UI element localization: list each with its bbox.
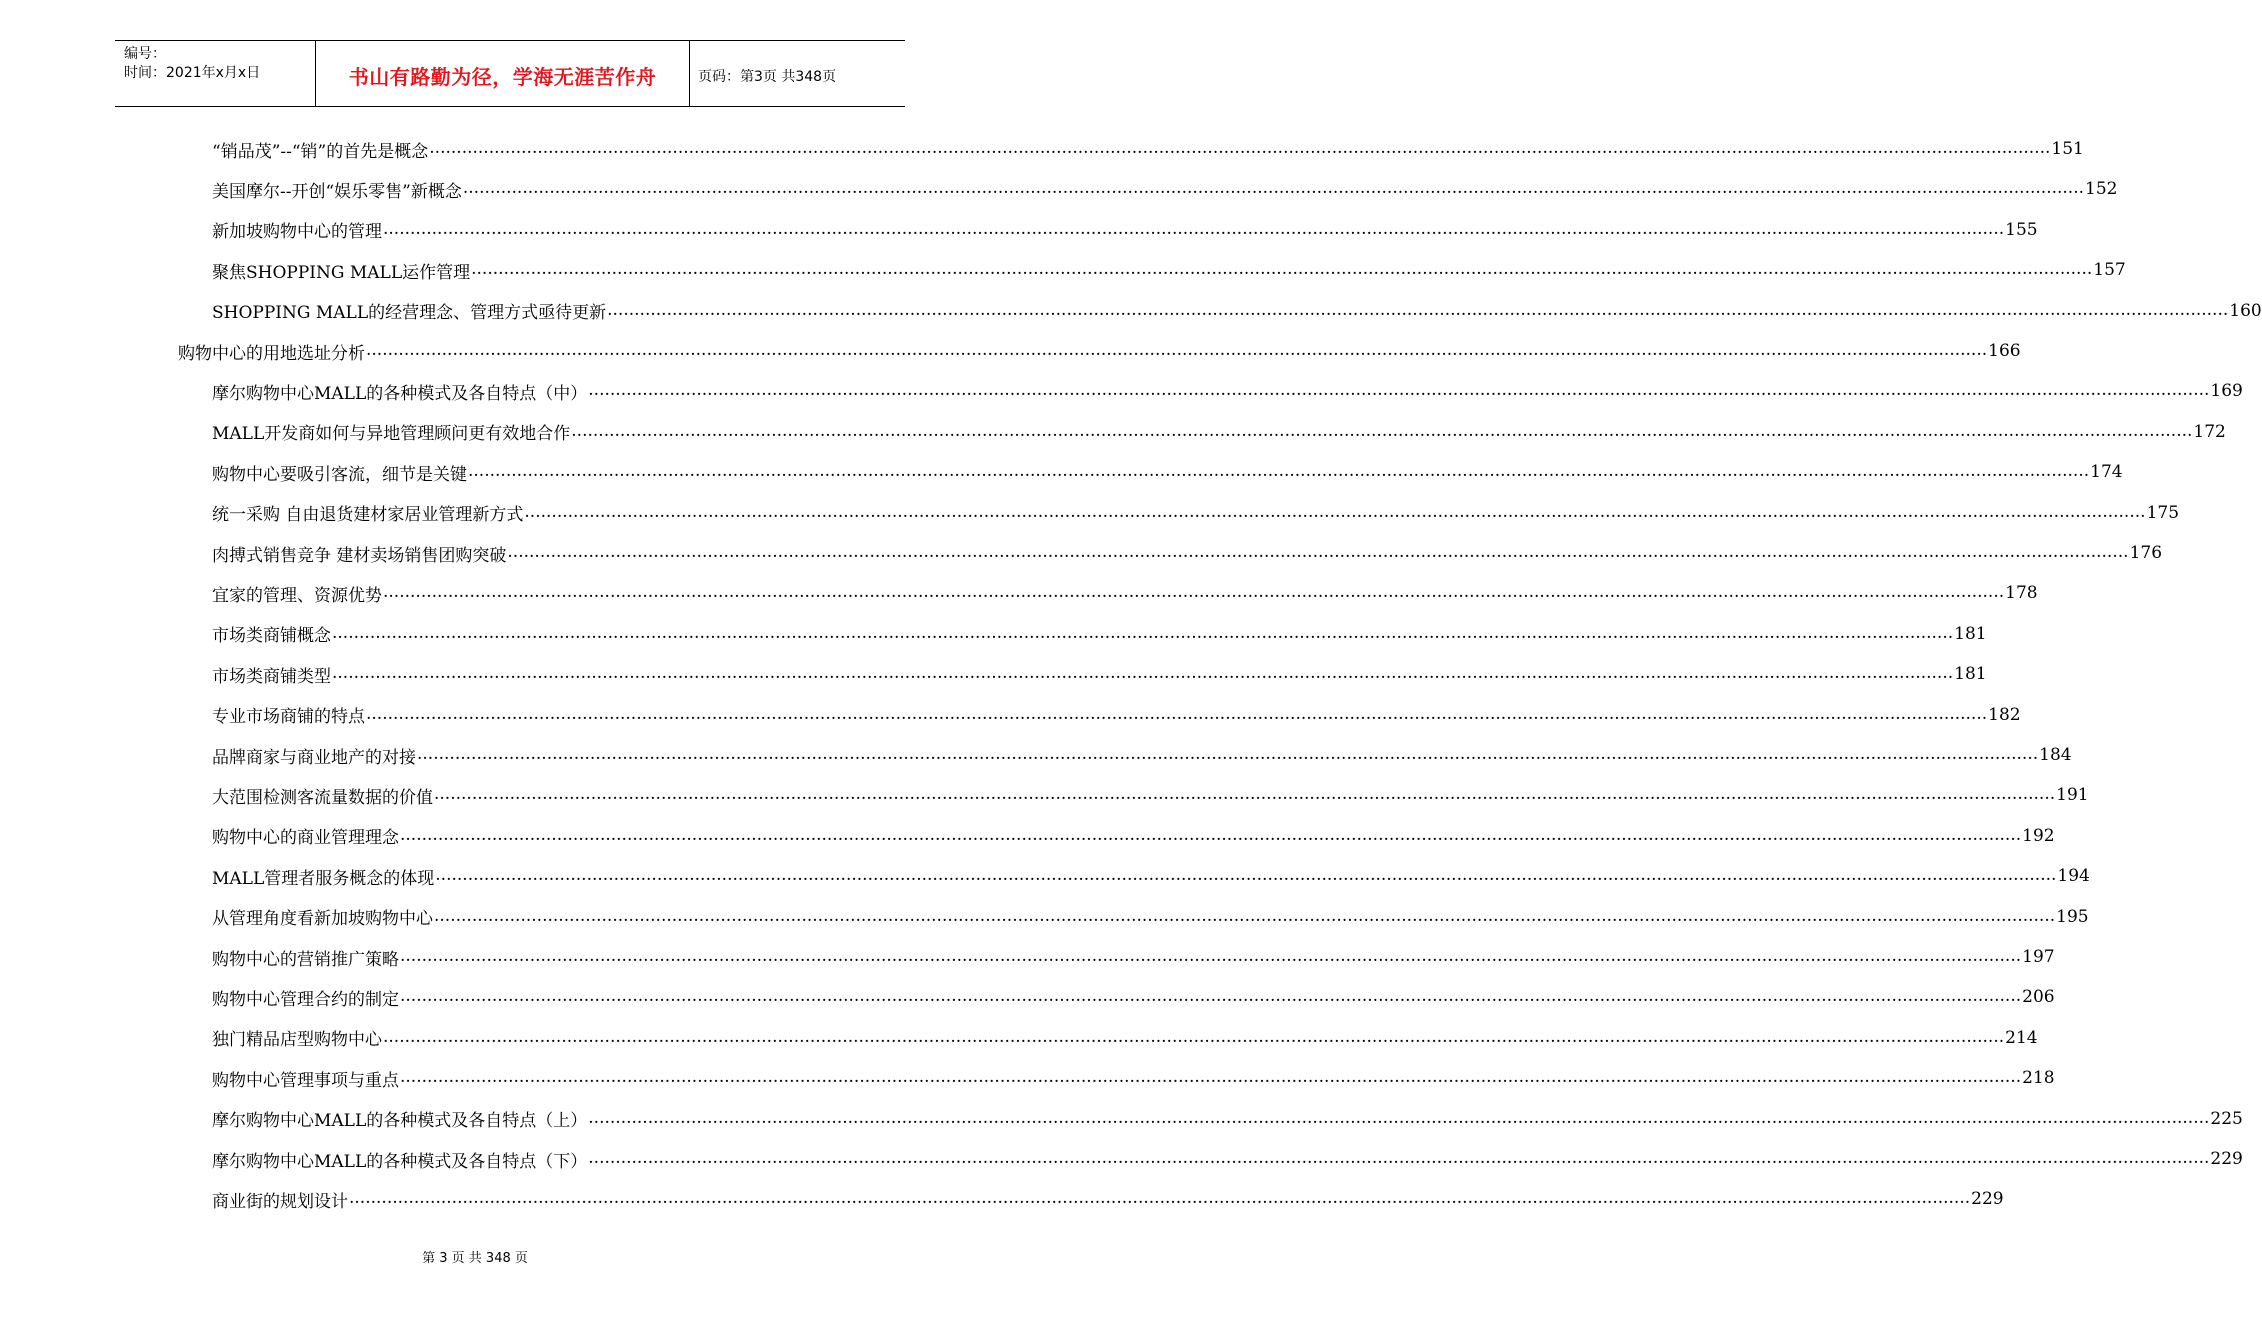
page-header [115, 40, 905, 107]
footer-page-number: 第 3 页 共 348 页 [422, 1251, 528, 1266]
toc-entry-title: 统一采购 自由退货建材家居业管理新方式 [212, 505, 524, 526]
toc-entry[interactable] [212, 937, 2055, 977]
toc-entry-page-number: 225 [2210, 1108, 2243, 1129]
toc-entry[interactable] [212, 129, 2084, 169]
header-page-info: 页码：第3页 共348页 [698, 68, 837, 85]
page-footer [0, 1247, 950, 1266]
toc-dot-leader: ............................................................................................................................................................................................................................................................................................................ [332, 622, 1954, 643]
toc-dot-leader: ............................................................................................................................................................................................................................................................................................................ [417, 744, 2039, 764]
toc-entry-page-number: 182 [1988, 704, 2021, 725]
toc-entry-title: 肉搏式销售竞争 建材卖场销售团购突破 [212, 545, 507, 566]
toc-entry[interactable] [212, 412, 2226, 452]
toc-dot-leader: ............................................................................................................................................................................................................................................................................................................ [588, 1107, 2210, 1128]
toc-entry[interactable] [212, 695, 2021, 735]
header-motto: 书山有路勤为径，学海无涯苦作舟 [348, 65, 657, 89]
toc-entry-title: 独门精品店型购物中心 [212, 1030, 382, 1051]
toc-entry[interactable] [212, 977, 2055, 1017]
toc-entry-page-number: 214 [2005, 1027, 2038, 1048]
toc-entry-page-number: 175 [2146, 502, 2180, 523]
toc-dot-leader: ............................................................................................................................................................................................................................................................................................................ [435, 865, 2057, 886]
toc-dot-leader: ............................................................................................................................................................................................................................................................................................................ [507, 542, 2129, 562]
toc-dot-leader: ............................................................................................................................................................................................................................................................................................................ [434, 905, 2056, 926]
toc-dot-leader: ............................................................................................................................................................................................................................................................................................................ [400, 946, 2022, 966]
toc-entry[interactable] [212, 210, 2038, 250]
toc-dot-leader: ............................................................................................................................................................................................................................................................................................................ [588, 1148, 2210, 1168]
toc-entry-title: 宜家的管理、资源优势 [212, 585, 382, 606]
toc-entry-title: 购物中心管理合约的制定 [212, 989, 399, 1010]
toc-entry-title: “销品茂”--“销”的首先是概念 [212, 141, 429, 162]
toc-entry-page-number: 176 [2129, 543, 2163, 563]
toc-entry-page-number: 181 [1954, 664, 1987, 685]
toc-entry[interactable] [212, 1018, 2038, 1058]
toc-dot-leader: ............................................................................................................................................................................................................................................................................................................ [524, 501, 2146, 522]
toc-entry[interactable] [212, 735, 2072, 775]
toc-entry[interactable] [212, 1058, 2055, 1098]
document-time-label: 时间：2021年x月x日 [124, 65, 261, 81]
toc-entry-page-number: 160 [2229, 300, 2262, 321]
toc-entry-title: 聚焦SHOPPING MALL运作管理 [212, 262, 471, 283]
toc-dot-leader: ............................................................................................................................................................................................................................................................................................................ [383, 582, 2005, 603]
toc-entry-page-number: 184 [2039, 745, 2072, 765]
toc-entry[interactable] [178, 331, 2021, 371]
toc-entry[interactable] [212, 1099, 2243, 1139]
toc-entry-title: 新加坡购物中心的管理 [212, 222, 382, 243]
toc-entry-page-number: 172 [2193, 421, 2226, 442]
toc-entry-page-number: 181 [1954, 623, 1987, 644]
toc-dot-leader: ............................................................................................................................................................................................................................................................................................................ [462, 178, 2085, 199]
toc-entry-title: 购物中心管理事项与重点 [212, 1070, 399, 1091]
toc-entry-title: 摩尔购物中心MALL的各种模式及各自特点（中） [212, 383, 588, 404]
toc-dot-leader: ............................................................................................................................................................................................................................................................................................................ [468, 461, 2090, 482]
toc-entry[interactable] [212, 169, 2118, 209]
toc-entry-title: 专业市场商铺的特点 [212, 707, 365, 728]
toc-entry-title: 购物中心的商业管理理念 [212, 828, 399, 849]
toc-entry[interactable] [212, 533, 2163, 573]
toc-entry[interactable] [212, 897, 2089, 937]
toc-entry-title: MALL开发商如何与异地管理顾问更有效地合作 [212, 424, 571, 445]
toc-dot-leader: ............................................................................................................................................................................................................................................................................................................ [400, 1067, 2022, 1088]
toc-entry-page-number: 151 [2051, 139, 2084, 159]
toc-dot-leader: ............................................................................................................................................................................................................................................................................................................ [571, 420, 2193, 441]
toc-entry-page-number: 218 [2022, 1068, 2055, 1089]
header-meta-cell [115, 41, 316, 106]
toc-entry-page-number: 157 [2093, 260, 2126, 281]
toc-dot-leader: ............................................................................................................................................................................................................................................................................................................ [607, 299, 2229, 320]
document-number-label: 编号： [124, 46, 166, 62]
toc-entry-title: 购物中心要吸引客流，细节是关键 [212, 464, 467, 485]
toc-entry[interactable] [212, 1139, 2243, 1179]
toc-entry-page-number: 195 [2056, 906, 2089, 927]
toc-entry[interactable] [212, 856, 2090, 896]
toc-entry-title: 摩尔购物中心MALL的各种模式及各自特点（下） [212, 1151, 588, 1172]
toc-dot-leader: ............................................................................................................................................................................................................................................................................................................ [429, 138, 2051, 158]
toc-entry-page-number: 194 [2057, 866, 2090, 887]
toc-entry-page-number: 197 [2022, 947, 2055, 967]
toc-entry[interactable] [212, 573, 2038, 613]
toc-entry-page-number: 155 [2005, 219, 2038, 240]
toc-entry-page-number: 192 [2022, 825, 2055, 846]
toc-entry-title: 市场类商铺类型 [212, 666, 331, 687]
toc-dot-leader: ............................................................................................................................................................................................................................................................................................................ [400, 824, 2022, 845]
toc-dot-leader: ............................................................................................................................................................................................................................................................................................................ [400, 986, 2022, 1007]
toc-entry-page-number: 229 [1971, 1189, 2004, 1210]
toc-entry[interactable] [212, 493, 2180, 533]
toc-entry-title: 美国摩尔--开创“娱乐零售”新概念 [212, 181, 462, 202]
toc-entry-title: 品牌商家与商业地产的对接 [212, 747, 416, 768]
toc-dot-leader: ............................................................................................................................................................................................................................................................................................................ [332, 663, 1954, 684]
toc-entry-page-number: 229 [2210, 1149, 2243, 1169]
toc-entry-page-number: 169 [2210, 381, 2243, 402]
toc-dot-leader: ............................................................................................................................................................................................................................................................................................................ [349, 1188, 1971, 1209]
toc-entry[interactable] [212, 654, 1987, 694]
toc-entry[interactable] [212, 452, 2123, 492]
toc-entry[interactable] [212, 291, 2262, 331]
toc-entry-title: 商业街的规划设计 [212, 1191, 348, 1212]
toc-entry-page-number: 152 [2085, 179, 2118, 200]
toc-dot-leader: ............................................................................................................................................................................................................................................................................................................ [366, 340, 1988, 360]
header-motto-cell [316, 41, 690, 106]
toc-entry-page-number: 191 [2056, 785, 2089, 806]
toc-entry-page-number: 206 [2022, 987, 2055, 1008]
toc-entry-page-number: 178 [2005, 583, 2038, 604]
toc-entry-title: 购物中心的用地选址分析 [178, 343, 365, 364]
toc-entry[interactable] [212, 250, 2126, 290]
toc-entry-page-number: 166 [1988, 341, 2021, 361]
toc-dot-leader: ............................................................................................................................................................................................................................................................................................................ [366, 703, 1988, 724]
toc-dot-leader: ............................................................................................................................................................................................................................................................................................................ [588, 380, 2210, 401]
toc-entry-title: 从管理角度看新加坡购物中心 [212, 909, 433, 930]
toc-entry[interactable] [212, 371, 2243, 411]
toc-entry-title: MALL管理者服务概念的体现 [212, 868, 435, 889]
toc-entry-title: 大范围检测客流量数据的价值 [212, 787, 433, 808]
toc-entry-page-number: 174 [2090, 462, 2123, 483]
toc-dot-leader: ............................................................................................................................................................................................................................................................................................................ [434, 784, 2056, 805]
toc-entry-title: SHOPPING MALL的经营理念、管理方式亟待更新 [212, 303, 607, 324]
toc-dot-leader: ............................................................................................................................................................................................................................................................................................................ [383, 1026, 2005, 1047]
toc-dot-leader: ............................................................................................................................................................................................................................................................................................................ [471, 259, 2093, 280]
toc-entry[interactable] [212, 1179, 2004, 1219]
toc-entry-title: 市场类商铺概念 [212, 626, 331, 647]
toc-entry[interactable] [212, 775, 2089, 815]
toc-entry[interactable] [212, 614, 1987, 654]
toc-entry-title: 购物中心的营销推广策略 [212, 949, 399, 970]
toc-entry-title: 摩尔购物中心MALL的各种模式及各自特点（上） [212, 1111, 588, 1132]
toc-dot-leader: ............................................................................................................................................................................................................................................................................................................ [383, 218, 2005, 239]
header-page-info-cell [690, 41, 905, 106]
toc-entry[interactable] [212, 816, 2055, 856]
